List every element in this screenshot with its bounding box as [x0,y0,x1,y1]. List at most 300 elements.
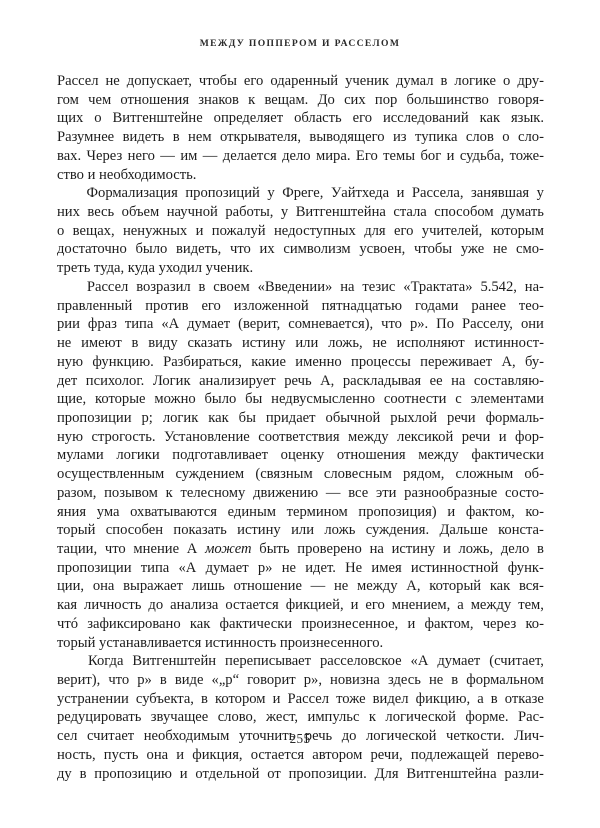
word: о [94,110,102,127]
word: личность [84,597,142,614]
word: в [131,335,139,352]
word: слово, [217,709,257,726]
word: как [489,578,511,595]
word: чем [88,91,112,108]
word: виду [148,335,178,352]
word: позывом [104,484,158,501]
text-line [57,652,544,671]
word: допускает, [126,73,192,89]
word: Расселу, [461,316,513,333]
word: Рас- [518,709,544,726]
word: его [201,297,221,314]
word: форме. [465,709,509,726]
word: имеют [81,335,122,352]
word: фикцией, [285,597,344,614]
word: о [503,73,511,89]
word: показать [173,522,227,539]
text-line [57,503,544,522]
word: p», [303,672,322,688]
word: с [455,391,462,408]
word: его [352,110,373,127]
word: до [148,597,164,614]
word: ду [57,765,72,782]
word: Дальше [439,522,488,539]
text-line: торый устанавливается истинность произнесенного. [57,634,384,651]
word: 5.542, [480,278,517,295]
word: что [108,672,130,688]
word: «Трактата» [403,278,473,295]
text-line [57,559,544,578]
text-line [57,184,544,203]
word: соотнести [383,391,447,408]
paragraph [57,72,544,184]
word: и [442,540,451,557]
word: и [176,746,185,763]
paragraph [57,184,544,278]
text-line [57,465,544,484]
word: (считает, [489,653,544,670]
word: котором [215,690,266,707]
word: расселовское [320,653,402,670]
word: лексикой [397,428,454,445]
word: яния [57,503,87,520]
word: как [208,409,229,426]
word: сомневается), [288,316,374,333]
text-line [57,671,544,690]
first-line-indent [57,652,79,671]
word: считает [86,728,135,745]
word: пор [374,91,398,108]
word: на- [524,278,544,295]
word: — [310,578,326,595]
word: пятнадцатью [321,297,403,314]
word: словесным [323,466,392,483]
word: способом [434,204,494,221]
word: логической [365,728,437,745]
word: перево- [496,746,544,763]
word: кая [57,597,78,614]
word: формаль- [485,409,544,426]
word: обычной [325,409,381,426]
word: отношения [336,447,406,464]
word: фактически [219,615,293,632]
word: речи [461,428,491,445]
word: чтó [57,615,79,632]
word: на [340,278,355,295]
word: их [259,241,275,258]
word: у [536,185,544,202]
word: А, [501,353,516,370]
word: щие, [57,391,87,408]
word: а [477,690,484,707]
text-line [57,521,544,540]
word: Фреге, [282,185,324,202]
word: не [105,73,120,89]
word: все [348,484,369,501]
word: пропозиция) [358,503,437,520]
text-line [57,203,544,222]
word: мира. [316,147,351,164]
word: и [498,428,507,445]
word: и [179,765,188,782]
word: стала [393,204,427,221]
text-line: ство и необходимость. [57,166,197,183]
word: субъекта, [135,690,194,707]
text-line [57,372,544,391]
word: занявшая [471,185,530,202]
word: Установление [164,428,250,445]
word: редуцировать [57,709,142,726]
word: суждения. [365,522,430,539]
word: Разбираться, [163,353,242,370]
word: разом, [57,484,97,501]
word: произнесенное, [301,615,399,632]
word: в [451,672,459,688]
word: новизна [330,672,380,688]
word: ложь, [458,540,494,557]
word: и [447,503,456,520]
word: фактом, [424,615,474,632]
word: Рассел [86,278,129,295]
word: функцию. [92,353,154,370]
text-line [57,109,544,128]
text-line [57,765,544,784]
first-line-indent [57,184,79,203]
word: истинностной [410,559,499,576]
word: или [295,335,319,352]
word: истинност- [474,335,544,352]
word: исполняют [396,335,465,352]
word: — [160,147,175,164]
word: речь [304,728,333,745]
word: способен [105,522,164,539]
word: функ- [507,559,544,576]
word: составляю- [473,372,544,389]
word: против [145,297,189,314]
text-line [57,577,544,596]
word: недвусмысленно [271,391,376,408]
word: Рассел [287,690,329,707]
word: устранении [57,690,129,707]
word: в [440,73,448,89]
word: фактом, [465,503,515,520]
word: А, [320,372,335,389]
word: в [537,540,544,557]
word: пропозицию [94,765,172,782]
word: Формализация [86,185,178,202]
word: подлежащей [410,746,489,763]
text-line [57,334,544,353]
word: ную [57,353,84,370]
word: соответствия [258,428,340,445]
word: виде [174,672,204,688]
word: верит), [57,672,101,688]
word: думал [395,73,434,89]
word: как [479,110,501,127]
word: ко- [525,503,544,520]
text-line [57,353,544,372]
word: отказе [504,690,544,707]
word: которые [95,391,146,408]
word: учителей, [421,222,483,239]
word: не [281,559,296,576]
word: лишь [191,578,225,595]
word: остается [250,746,305,763]
word: между [357,578,398,595]
word: годами [415,297,459,314]
word: термином [286,503,348,520]
word: эти [375,484,397,501]
word: слов [465,129,494,146]
word: рядом, [403,466,445,483]
word: смо- [516,241,544,258]
word: нем [188,129,212,146]
word: определяет [213,110,284,127]
word: пожалуй [211,222,266,239]
word: ность, [57,746,96,763]
word: и [195,222,204,239]
word: придает [265,409,316,426]
text-line [57,615,544,634]
word: в [172,129,180,146]
word: переписывает [225,653,312,670]
word: четкости. [446,728,505,745]
word: ранее [471,297,506,314]
text-line-with-italic [57,540,544,559]
word: думает [187,316,231,333]
word: не [428,672,444,688]
word: фикцию, [415,690,471,707]
word: Витгенштейне [112,110,203,127]
word: процессы [351,353,411,370]
word: элементами [470,391,544,408]
word: охватываются [130,503,217,520]
word: у [267,185,275,202]
word: выводящего [309,129,385,146]
word: чтобы [198,73,237,89]
word: него [127,147,155,164]
word: Витгенштейна [406,765,497,782]
word: Витгенштейна [295,204,386,221]
word: вся- [518,578,544,595]
word: знаков [198,91,239,108]
word: анализирует [199,372,276,389]
word: А [186,540,198,557]
word: сложным [455,466,514,483]
word: судьба, [459,147,505,164]
word: «А [410,653,429,670]
word: между [348,428,389,445]
word: между [470,597,512,614]
word: что [104,540,126,557]
word: состо- [504,484,544,501]
word: фор- [515,428,544,445]
text-line [57,446,544,465]
word: осуществленным [57,466,165,483]
word: — [202,147,218,164]
word: пропозиции [57,409,132,426]
word: логической [385,709,456,726]
word: его [365,597,385,614]
word: Уайтхеда [330,185,390,202]
word: Когда [87,653,124,670]
paragraph [57,652,544,783]
word: разли- [504,765,544,782]
word: не [372,335,387,352]
word: автором [312,746,363,763]
word: оценку [280,447,325,464]
word: торый [57,522,96,539]
word: она [146,746,169,763]
word: ума [96,503,120,520]
word: выражает [123,578,184,595]
word: работы, [225,204,274,221]
word: тации, [57,540,98,557]
word: щих [57,110,84,127]
word: тупика [415,129,458,146]
word: бог [420,147,442,164]
text-line [57,409,544,428]
word: к [165,484,173,501]
word: До [317,91,335,108]
text-line [57,708,544,727]
word: не [57,335,72,352]
word: пропозиций [185,185,260,202]
word: Его [355,147,378,164]
word: По [436,316,455,333]
word: речи [447,409,476,426]
text-line [57,390,544,409]
word: типа [140,559,170,576]
word: (верит, [238,316,281,333]
text-line [57,690,544,709]
word: движению [253,484,319,501]
word: мнение [133,540,180,557]
word: бы [238,409,256,426]
word: логики [116,447,160,464]
word: рии [57,316,80,333]
word: думает [437,653,481,670]
word: и [350,597,359,614]
word: говорит [247,672,296,688]
word: звучащее [150,709,209,726]
word: строгость. [91,428,156,445]
word: идет. [305,559,336,576]
word: пропозиции. [288,765,367,782]
word: одаренный [270,73,339,89]
text-line [57,72,544,91]
word: говоря- [498,91,544,108]
word: Логик [152,372,191,389]
word: гом [57,91,79,108]
word: они [520,316,544,333]
word: не [333,578,349,595]
word: имея [371,559,402,576]
word: дело [282,147,311,164]
page-number: 255 [289,731,311,746]
word: логик [162,409,199,426]
word: на [369,540,384,557]
word: видел [372,690,409,707]
word: телесному [180,484,246,501]
word: отношение [233,578,302,595]
text-line [57,746,544,765]
word: ции, [57,578,85,595]
word: отношения [120,91,190,108]
word: А, [406,578,421,595]
word: импульс [307,709,360,726]
word: до [341,728,357,745]
word: изложенной [233,297,309,314]
word: который [429,578,482,595]
word: рыхлой [390,409,438,426]
word: его [394,222,414,239]
word: может [205,540,252,557]
word: здесь [387,672,421,688]
word: исследований [382,110,469,127]
word: сих [344,91,366,108]
word: конста- [498,522,544,539]
word: своем [213,278,250,295]
word: язык. [510,110,544,127]
text-line [57,147,544,166]
word: открывателя, [220,129,301,146]
word: вещах, [72,222,115,239]
word: об- [524,466,544,483]
word: анализа [170,597,219,614]
word: ложь, [328,335,363,352]
word: Через [86,147,123,164]
word: из [393,129,407,146]
word: что [381,316,402,333]
text-line [57,428,544,447]
word: научной [166,204,218,221]
text-line [57,128,544,147]
word: ложь [324,522,356,539]
word: истину [241,335,286,352]
word: речи, [370,746,403,763]
word: пропозиции [57,559,132,576]
word: возразил [136,278,191,295]
word: думает [205,559,249,576]
word: мнением, [391,597,451,614]
word: бы [245,391,263,408]
word: отдельной [195,765,260,782]
word: видеть [122,129,165,146]
word: «Введении» [257,278,333,295]
word: дру- [517,73,544,89]
word: «А [178,559,197,576]
word: в [201,690,208,707]
word: и [396,185,405,202]
word: темы [383,147,416,164]
word: у [280,204,289,221]
word: сел [57,728,78,745]
word: бу- [524,353,544,370]
word: Для [374,765,399,782]
word: делается [222,147,277,164]
word: Разумнее [57,129,115,146]
word: она [92,578,115,595]
word: в [198,278,206,295]
word: ее [429,372,443,389]
word: Лич- [514,728,544,745]
word: зафиксировано [87,615,181,632]
word: вах. [57,147,82,164]
word: логике [454,73,497,89]
word: дело [500,540,530,557]
word: истину [391,540,436,557]
